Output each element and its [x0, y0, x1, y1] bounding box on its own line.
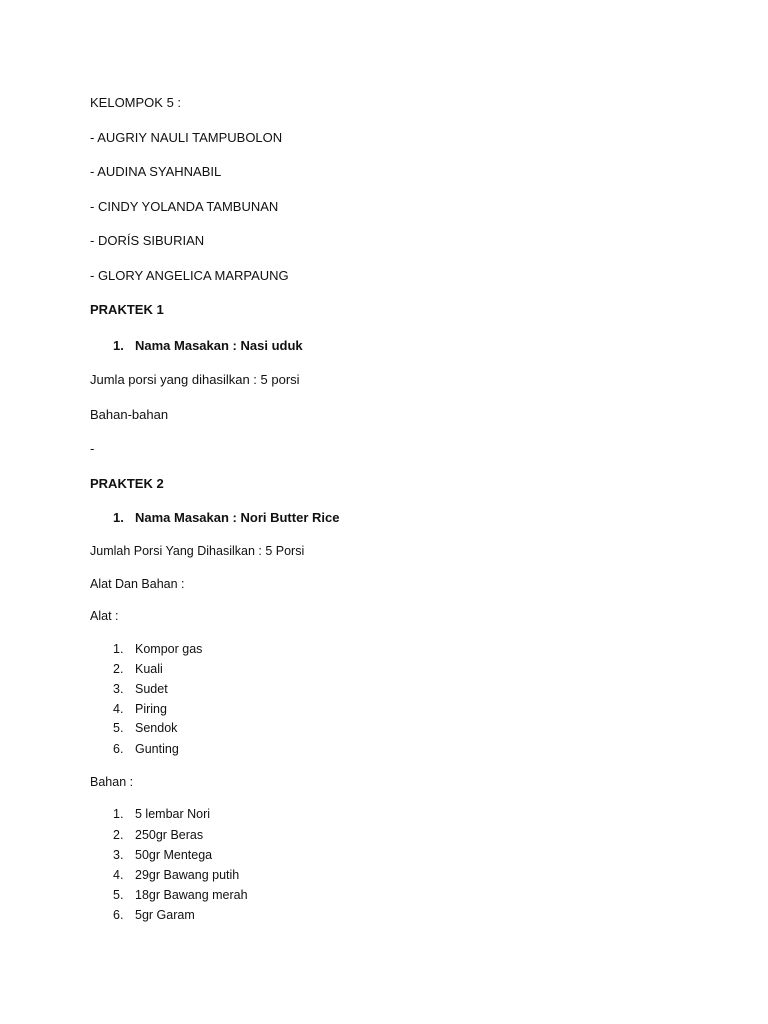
- ingredient-item: 5gr Garam: [135, 908, 195, 922]
- ingredient-item: 50gr Mentega: [135, 848, 213, 862]
- praktek1-heading: PRAKTEK 1: [90, 302, 164, 317]
- ingredient-item: 18gr Bawang merah: [135, 888, 248, 902]
- tool-number: 4.: [113, 702, 124, 716]
- praktek1-dish-number: 1.: [113, 338, 124, 353]
- tool-number: 3.: [113, 682, 124, 696]
- ingredient-item: 29gr Bawang putih: [135, 868, 240, 882]
- praktek2-heading: PRAKTEK 2: [90, 476, 164, 491]
- group-title: KELOMPOK 5 :: [90, 95, 182, 110]
- ingredient-number: 4.: [113, 868, 124, 882]
- tool-item: Piring: [135, 702, 167, 716]
- tool-number: 5.: [113, 721, 124, 735]
- group-member: - GLORY ANGELICA MARPAUNG: [90, 268, 289, 283]
- praktek1-dish-name: Nama Masakan : Nasi uduk: [135, 338, 303, 353]
- praktek1-ingredients-label: Bahan-bahan: [90, 407, 169, 422]
- ingredient-number: 2.: [113, 828, 124, 842]
- tool-item: Gunting: [135, 742, 179, 756]
- group-member: - DORÍS SIBURIAN: [90, 233, 205, 248]
- ingredient-number: 1.: [113, 807, 124, 821]
- tool-item: Kompor gas: [135, 642, 203, 656]
- praktek2-portions: Jumlah Porsi Yang Dihasilkan : 5 Porsi: [90, 544, 305, 558]
- tool-number: 1.: [113, 642, 124, 656]
- tool-item: Kuali: [135, 662, 163, 676]
- group-member: - AUDINA SYAHNABIL: [90, 164, 222, 179]
- tool-number: 6.: [113, 742, 124, 756]
- ingredient-item: 250gr Beras: [135, 828, 204, 842]
- praktek1-portions: Jumla porsi yang dihasilkan : 5 porsi: [90, 372, 300, 387]
- praktek2-dish-number: 1.: [113, 510, 124, 525]
- praktek1-ingredients-placeholder: -: [90, 441, 95, 456]
- praktek2-ingredients-label: Bahan :: [90, 775, 134, 789]
- tool-number: 2.: [113, 662, 124, 676]
- ingredient-number: 3.: [113, 848, 124, 862]
- tool-item: Sendok: [135, 721, 178, 735]
- praktek2-dish-name: Nama Masakan : Nori Butter Rice: [135, 510, 340, 525]
- group-member: - CINDY YOLANDA TAMBUNAN: [90, 199, 279, 214]
- group-member: - AUGRIY NAULI TAMPUBOLON: [90, 130, 283, 145]
- ingredient-item: 5 lembar Nori: [135, 807, 211, 821]
- ingredient-number: 6.: [113, 908, 124, 922]
- tool-item: Sudet: [135, 682, 168, 696]
- praktek2-tools-ingredients-label: Alat Dan Bahan :: [90, 577, 185, 591]
- ingredient-number: 5.: [113, 888, 124, 902]
- praktek2-tools-label: Alat :: [90, 609, 119, 623]
